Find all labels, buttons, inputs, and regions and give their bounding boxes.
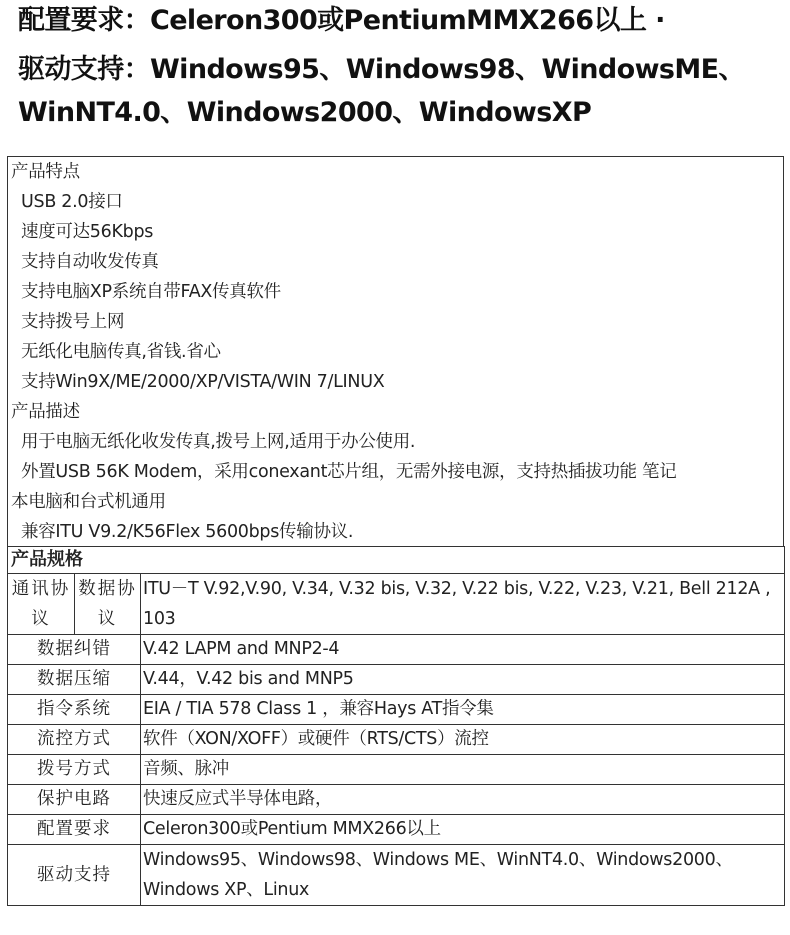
config-heading: 配置要求：Celeron300或PentiumMMX266以上 · [18,5,665,36]
feature-item: 无纸化电脑传真,省钱.省心 [21,342,221,362]
feature-item: 速度可达56Kbps [21,222,154,242]
feature-item: 支持电脑XP系统自带FAX传真软件 [21,282,281,302]
specs-title: 产品规格 [8,547,785,574]
spec-value-protocol: ITU－T V.92,V.90, V.34, V.32 bis, V.32, V.22 bis, V.22, V.23, V.21, Bell 212A , 103 [141,574,785,635]
features-description-box [7,156,784,547]
description-line: 用于电脑无纸化收发传真,拨号上网,适用于办公使用. [21,432,416,452]
spec-label-comm-protocol: 通讯协议 [8,574,75,635]
description-line-continued: 本电脑和台式机通用 [11,492,166,512]
feature-item: 支持拨号上网 [21,312,125,332]
table-row [8,755,785,785]
spec-value: EIA / TIA 578 Class 1 ，兼容Hays AT指令集 [141,695,785,725]
table-row [8,785,785,815]
spec-label: 数据压缩 [8,665,141,695]
table-row [8,574,785,635]
spec-label-data-protocol: 数据协议 [75,574,141,635]
table-row [8,665,785,695]
spec-label: 驱动支持 [8,845,141,906]
spec-value: 软件（XON/XOFF）或硬件（RTS/CTS）流控 [141,725,785,755]
feature-item: USB 2.0接口 [21,192,123,212]
drivers-heading-line2: WinNT4.0、Windows2000、WindowsXP [18,97,592,128]
spec-label: 拨号方式 [8,755,141,785]
table-row [8,695,785,725]
spec-label: 流控方式 [8,725,141,755]
spec-value: Celeron300或Pentium MMX266以上 [141,815,785,845]
spec-value: 快速反应式半导体电路， [141,785,785,815]
table-row [8,815,785,845]
feature-item: 支持Win9X/ME/2000/XP/VISTA/WIN 7/LINUX [21,372,385,392]
feature-item: 支持自动收发传真 [21,252,159,272]
spec-label: 指令系统 [8,695,141,725]
spec-value: V.42 LAPM and MNP2-4 [141,635,785,665]
spec-value: V.44，V.42 bis and MNP5 [141,665,785,695]
spec-value: 音频、脉冲 [141,755,785,785]
table-row [8,725,785,755]
spec-label: 保护电路 [8,785,141,815]
spec-label: 配置要求 [8,815,141,845]
spec-value: Windows95、Windows98、Windows ME、WinNT4.0、Windows2000、Windows XP、Linux [141,845,785,906]
features-title: 产品特点 [11,162,80,182]
spec-label: 数据纠错 [8,635,141,665]
description-line: 外置USB 56K Modem，采用conexant芯片组，无需外接电源，支持热插拔功能 笔记 [21,462,677,482]
specs-title-row [8,547,785,574]
table-row [8,845,785,906]
table-row [8,635,785,665]
description-title: 产品描述 [11,402,80,422]
description-line: 兼容ITU V9.2/K56Flex 5600bps传输协议. [21,522,354,542]
drivers-heading-line1: 驱动支持：Windows95、Windows98、WindowsME、 [18,54,745,85]
specs-table [7,546,785,906]
